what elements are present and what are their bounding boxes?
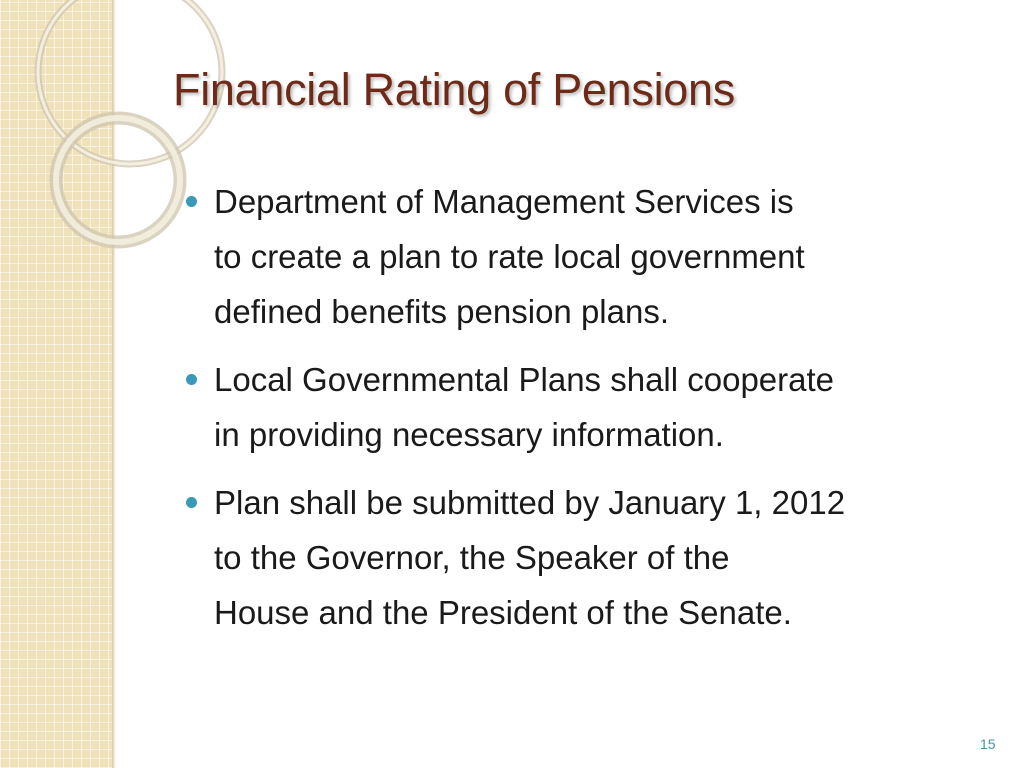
page-number: 15 — [980, 736, 996, 752]
slide-title: Financial Rating of Pensions — [173, 64, 735, 115]
bullet-text-line: to create a plan to rate local government — [214, 238, 805, 275]
bullet-list — [186, 174, 996, 653]
bullet-marker-icon — [186, 374, 197, 385]
bullet-text-line: defined benefits pension plans. — [214, 293, 670, 330]
bullet-marker-icon — [186, 497, 197, 508]
bullet-text-line: Local Governmental Plans shall cooperate — [214, 361, 835, 398]
bullet-marker-icon — [186, 196, 197, 207]
bullet-text-line: Department of Management Services is — [214, 183, 794, 220]
bullet-item — [186, 475, 996, 640]
bullet-item — [186, 352, 996, 462]
bullet-text-line: in providing necessary information. — [214, 416, 724, 453]
bullet-text-line: to the Governor, the Speaker of the — [214, 539, 730, 576]
bullet-item — [186, 174, 996, 339]
bullet-text-line: Plan shall be submitted by January 1, 2012 — [214, 484, 846, 521]
bullet-text-line: House and the President of the Senate. — [214, 594, 792, 631]
